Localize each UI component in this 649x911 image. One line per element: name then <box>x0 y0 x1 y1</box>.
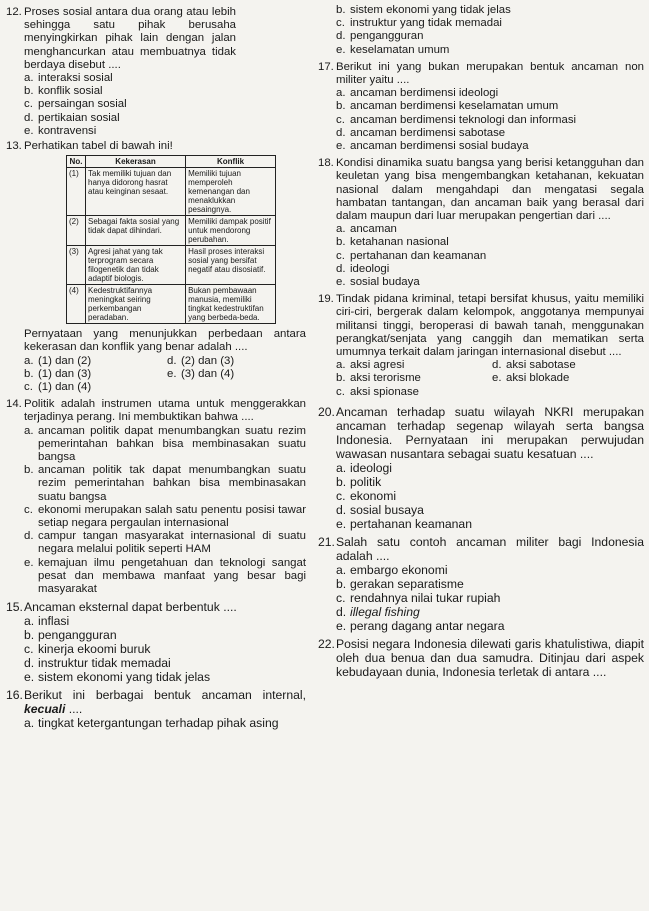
table-header: No. <box>67 156 86 168</box>
option-d[interactable]: d. ancaman berdimensi sabotase <box>336 126 506 139</box>
emphasis-kecuali: kecuali <box>24 702 66 717</box>
question-12-continued <box>318 4 644 57</box>
question-number: 18. <box>318 157 334 170</box>
option-e[interactable]: e. ancaman berdimensi sosial budaya <box>336 140 529 153</box>
question-stem: Ancaman terhadap suatu wilayah NKRI merupakan ancaman terhadap segenap wilayah serta bangsa Indonesia. Pernyataan ini merupakan perwujudan wawasan nusantara sebagai suatu kesatuan .... <box>336 404 644 461</box>
option-a[interactable]: a. (1) dan (2) <box>24 354 92 367</box>
options-list <box>24 614 306 684</box>
question-20 <box>318 405 644 531</box>
options-list <box>336 461 644 531</box>
option-d[interactable]: d. illegal fishing <box>336 604 420 619</box>
comparison-table <box>66 155 276 324</box>
question-number: 19. <box>318 293 334 306</box>
option-d[interactable]: d. instruktur tidak memadai <box>24 656 171 671</box>
table-header-row <box>67 156 276 168</box>
options-list <box>336 359 644 399</box>
option-d[interactable]: d. pengangguran <box>336 30 424 43</box>
question-15 <box>6 600 306 684</box>
question-number: 13. <box>6 140 22 153</box>
option-e[interactable]: e. perang dagang antar negara <box>336 618 505 633</box>
option-a[interactable]: a. tingkat ketergantungan terhadap pihak asing <box>24 716 279 731</box>
option-b[interactable]: b. (1) dan (3) <box>24 367 92 380</box>
question-stem: Tindak pidana kriminal, tetapi bersifat khusus, yaitu memiliki ciri-ciri, bergerak dalam kelompok, anggotanya mempunyai militansi tinggi, beroperasi di bawah tanah, menggunakan perangkat/senjata yang canggih dan mematikan serta umumnya terkait dalam jaringan internasional disebut .... <box>336 293 644 359</box>
question-stem: Proses sosial antara dua orang atau lebih sehingga satu pihak berusaha menyingkirkan pihak lain dengan jalan menghancurkan atau membuatnya tidak berdaya disebut .... <box>24 6 236 71</box>
option-d[interactable]: d. pertikaian sosial <box>24 111 120 124</box>
table-header: Konflik <box>186 156 276 168</box>
left-column <box>6 6 306 732</box>
options-list <box>336 563 644 633</box>
right-column <box>318 4 644 681</box>
question-17 <box>318 61 644 153</box>
option-d[interactable]: d. aksi sabotase <box>492 359 576 372</box>
options-list <box>24 72 306 138</box>
options-list <box>336 4 644 57</box>
table-row <box>67 216 276 246</box>
option-b[interactable]: b. pengangguran <box>24 628 117 643</box>
option-e[interactable]: e. kemajuan ilmu pengetahuan dan teknologi sangat pesat dan membawa manfaat yang besar bagi masyarakat <box>24 556 306 596</box>
option-d[interactable]: d. ideologi <box>336 262 390 275</box>
option-b[interactable]: b. aksi terorisme <box>336 372 421 385</box>
option-b[interactable]: b. konflik sosial <box>24 85 103 98</box>
option-c[interactable]: c. persaingan sosial <box>24 98 127 111</box>
table-cell: Kedestruktifannya meningkat seiring perkembangan peradaban. <box>86 285 186 324</box>
table-cell: (4) <box>67 285 86 324</box>
table-cell: Sebagai fakta sosial yang tidak dapat dihindari. <box>86 216 186 246</box>
table-row <box>67 285 276 324</box>
table-cell: (3) <box>67 246 86 285</box>
question-number: 14. <box>6 398 22 411</box>
question-13 <box>6 140 306 394</box>
question-stem: Posisi negara Indonesia dilewati garis khatulistiwa, diapit oleh dua benua dan dua samudra. Ditinjau dari aspek kebudayaan dunia, Indonesia terletak di antara .... <box>336 636 644 679</box>
question-number: 17. <box>318 60 334 73</box>
table-cell: (1) <box>67 168 86 216</box>
option-b[interactable]: b. gerakan separatisme <box>336 576 464 591</box>
options-list <box>24 425 306 597</box>
question-stem: Berikut ini berbagai bentuk ancaman internal, kecuali .... <box>24 688 306 717</box>
option-e[interactable]: e. kontravensi <box>24 124 97 137</box>
question-number: 20. <box>318 404 335 419</box>
question-prompt: Pernyataan yang menunjukkan perbedaan antara kekerasan dan konflik yang benar adalah .... <box>24 328 306 354</box>
option-d[interactable]: d. sosial busaya <box>336 502 424 517</box>
table-cell: Hasil proses interaksi sosial yang bersifat negatif atau disosiatif. <box>186 246 276 285</box>
table-row <box>67 168 276 216</box>
option-b[interactable]: b. politik <box>336 474 382 489</box>
table-cell: (2) <box>67 216 86 246</box>
question-stem: Perhatikan tabel di bawah ini! <box>24 140 173 153</box>
options-list <box>24 355 306 395</box>
option-d[interactable]: d. campur tangan masyarakat internasional di suatu negara melalui politik seperti HAM <box>24 530 306 556</box>
question-stem: Politik adalah instrumen utama untuk menggerakkan terjadinya perang. Ini membuktikan bahwa .... <box>24 398 306 424</box>
option-a[interactable]: a. ancaman berdimensi ideologi <box>336 87 499 100</box>
options-list <box>336 223 644 289</box>
option-e[interactable]: e. aksi blokade <box>492 372 570 385</box>
option-c[interactable]: c. pertahanan dan keamanan <box>336 249 487 262</box>
question-number: 16. <box>6 688 23 703</box>
option-b[interactable]: b. ketahanan nasional <box>336 236 449 249</box>
question-stem: Ancaman eksternal dapat berbentuk .... <box>24 600 237 615</box>
option-c[interactable]: c. aksi spionase <box>336 385 420 398</box>
question-19 <box>318 293 644 399</box>
question-21 <box>318 535 644 633</box>
option-e[interactable]: e. keselamatan umum <box>336 43 450 56</box>
question-number: 15. <box>6 600 23 615</box>
question-number: 21. <box>318 534 335 549</box>
option-c[interactable]: c. ekonomi merupakan salah satu penentu posisi tawar setiap negara pergaulan internasional <box>24 503 306 530</box>
option-e[interactable]: e. sosial budaya <box>336 276 420 289</box>
table-cell: Bukan pembawaan manusia, memiliki tingkat kedestruktifan yang berbeda-beda. <box>186 285 276 324</box>
option-a[interactable]: a. ideologi <box>336 460 393 475</box>
option-c[interactable]: c. ancaman berdimensi teknologi dan informasi <box>336 113 577 126</box>
question-number: 22. <box>318 636 335 651</box>
table-cell: Tak memiliki tujuan dan hanya didorong hasrat atau keinginan sesaat. <box>86 168 186 216</box>
question-14 <box>6 398 306 596</box>
table-header: Kekerasan <box>86 156 186 168</box>
option-c[interactable]: c. kinerja ekoomi buruk <box>24 642 151 657</box>
option-b[interactable]: b. ancaman politik tak dapat menumbangkan suatu rezim pemerintahan bahkan bisa membinasakan suatu bangsa <box>24 464 306 503</box>
option-a[interactable]: a. ancaman politik dapat menumbangkan suatu rezim pemerintahan bahkan bisa membinasakan suatu bangsa <box>24 424 306 464</box>
table-cell: Agresi jahat yang tak terprogram secara filogenetik dan tidak adaptif biologis. <box>86 246 186 285</box>
option-d[interactable]: d. (2) dan (3) <box>167 354 235 367</box>
table-cell: Memiliki dampak positif untuk mendorong perubahan. <box>186 216 276 246</box>
question-12 <box>6 6 306 138</box>
option-e[interactable]: e. sistem ekonomi yang tidak jelas <box>24 670 211 685</box>
option-b[interactable]: b. sistem ekonomi yang tidak jelas <box>336 4 511 16</box>
question-number: 12. <box>6 6 22 18</box>
options-list <box>336 87 644 153</box>
option-b[interactable]: b. ancaman berdimensi keselamatan umum <box>336 100 559 113</box>
table-row <box>67 246 276 285</box>
options-list <box>24 716 306 730</box>
table-cell: Memiliki tujuan memperoleh kemenangan dan menaklukkan pesaingnya. <box>186 168 276 216</box>
option-c[interactable]: c. (1) dan (4) <box>24 381 92 394</box>
question-16 <box>6 688 306 730</box>
question-18 <box>318 157 644 289</box>
option-e[interactable]: e. (3) dan (4) <box>167 367 235 380</box>
option-a[interactable]: a. inflasi <box>24 614 70 629</box>
option-e[interactable]: e. pertahanan keamanan <box>336 516 472 531</box>
question-stem: Kondisi dinamika suatu bangsa yang berisi ketangguhan dan keuletan yang bisa mengembangkan ketahanan, kekuatan nasional dalam mengahdapi dan mengatasi segala hambatan tantangan, dan ancaman baik yang berasal dari dalam maupun dari luar merupakan pengertian dari .... <box>336 157 644 223</box>
question-stem: Salah satu contoh ancaman militer bagi Indonesia adalah .... <box>336 534 644 563</box>
option-c[interactable]: c. ekonomi <box>336 488 397 503</box>
question-22 <box>318 637 644 679</box>
question-stem: Berikut ini yang bukan merupakan bentuk ancaman non militer yaitu .... <box>336 60 644 87</box>
option-a[interactable]: a. aksi agresi <box>336 359 405 372</box>
option-a[interactable]: a. embargo ekonomi <box>336 562 448 577</box>
option-a[interactable]: a. interaksi sosial <box>24 72 113 85</box>
option-c[interactable]: c. rendahnya nilai tukar rupiah <box>336 590 501 605</box>
option-a[interactable]: a. ancaman <box>336 223 397 236</box>
option-c[interactable]: c. instruktur yang tidak memadai <box>336 17 502 30</box>
